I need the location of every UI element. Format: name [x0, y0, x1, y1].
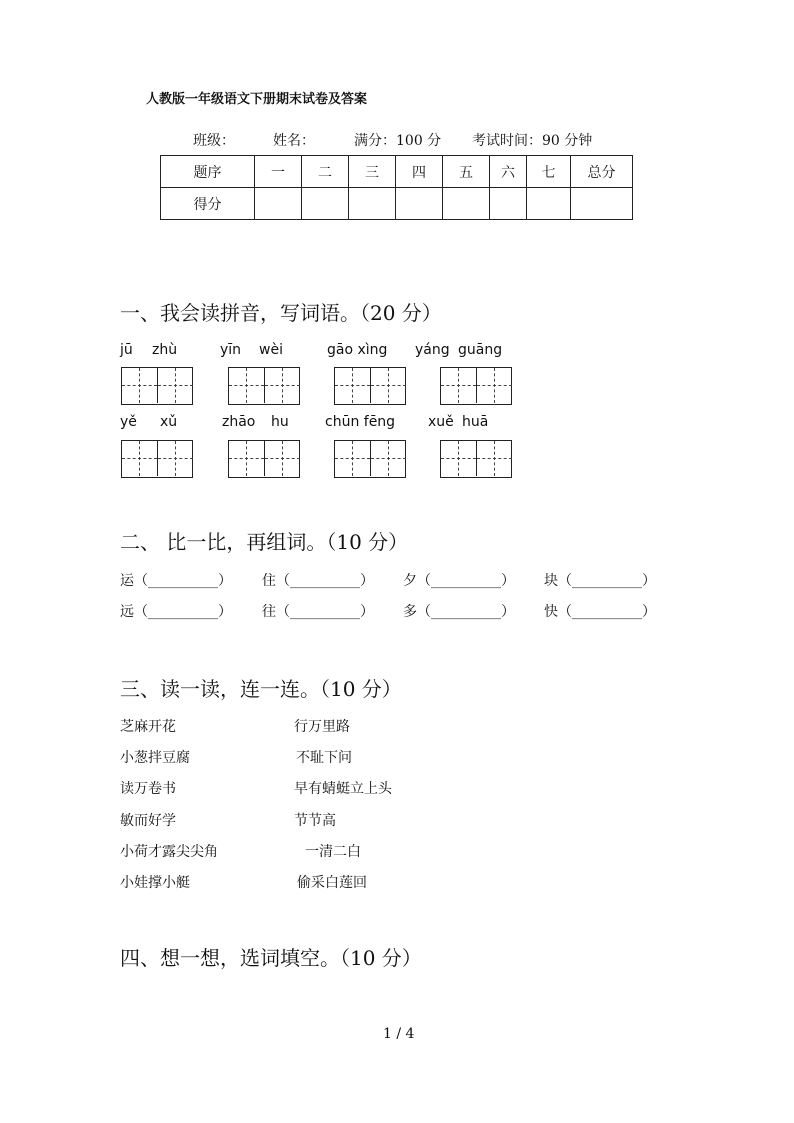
- pinyin-label: yáng: [415, 342, 450, 358]
- name-label: 姓名：: [273, 133, 315, 149]
- table-cell: 一: [255, 156, 302, 188]
- page-number: 1 / 4: [383, 1026, 415, 1042]
- match-left-item[interactable]: 敏而好学: [120, 813, 176, 829]
- word-compare-item[interactable]: 块（__________）: [544, 573, 656, 589]
- word-compare-item[interactable]: 多（__________）: [403, 604, 515, 620]
- table-cell: 六: [490, 156, 527, 188]
- pinyin-label: xuě: [428, 414, 454, 430]
- section-3-title: 三、读一读，连一连。（10 分）: [120, 677, 402, 701]
- score-table-score-row: [161, 188, 633, 220]
- pinyin-label: guāng: [458, 342, 503, 358]
- pinyin-label: gāo xìng: [327, 342, 388, 358]
- pinyin-label: xǔ: [160, 414, 178, 430]
- tian-cell[interactable]: [264, 441, 300, 476]
- pinyin-label: jū: [120, 342, 133, 358]
- score-input-cell[interactable]: [302, 188, 349, 220]
- writing-grid[interactable]: [228, 440, 300, 478]
- match-left-item[interactable]: 小娃撑小艇: [120, 875, 190, 891]
- score-input-cell[interactable]: [349, 188, 396, 220]
- match-left-item[interactable]: 小荷才露尖尖角: [120, 844, 218, 860]
- tian-cell[interactable]: [370, 368, 406, 403]
- pinyin-label: zhāo: [222, 414, 256, 430]
- score-input-cell[interactable]: [571, 188, 633, 220]
- section-2-title: 二、 比一比，再组词。（10 分）: [120, 530, 409, 554]
- match-right-item[interactable]: 不耻下问: [296, 750, 352, 766]
- writing-grid[interactable]: [440, 440, 512, 478]
- word-compare-item[interactable]: 快（__________）: [544, 604, 656, 620]
- section-4-title: 四、想一想，选词填空。（10 分）: [120, 946, 422, 970]
- table-cell: 五: [443, 156, 490, 188]
- tian-cell[interactable]: [264, 368, 300, 403]
- pinyin-label: huā: [462, 414, 489, 430]
- tian-cell[interactable]: [335, 441, 370, 476]
- writing-grid[interactable]: [334, 367, 406, 405]
- tian-cell[interactable]: [441, 441, 476, 476]
- exam-time-label: 考试时间：90 分钟: [472, 133, 593, 149]
- tian-cell[interactable]: [122, 368, 157, 403]
- score-table: [160, 155, 633, 220]
- score-input-cell[interactable]: [443, 188, 490, 220]
- table-cell: 三: [349, 156, 396, 188]
- match-right-item[interactable]: 早有蜻蜓立上头: [294, 781, 392, 797]
- pinyin-label: chūn fēng: [325, 414, 396, 430]
- tian-cell[interactable]: [476, 441, 512, 476]
- tian-cell[interactable]: [157, 441, 193, 476]
- match-right-item[interactable]: 一清二白: [305, 844, 361, 860]
- tian-cell[interactable]: [370, 441, 406, 476]
- table-cell: 得分: [161, 188, 255, 220]
- table-cell: 四: [396, 156, 443, 188]
- match-left-item[interactable]: 小葱拌豆腐: [120, 750, 190, 766]
- document-title: 人教版一年级语文下册期末试卷及答案: [146, 92, 368, 107]
- tian-cell[interactable]: [335, 368, 370, 403]
- table-cell: 七: [527, 156, 571, 188]
- score-input-cell[interactable]: [490, 188, 527, 220]
- full-score-label: 满分：100 分: [354, 133, 442, 149]
- table-cell: 二: [302, 156, 349, 188]
- match-left-item[interactable]: 读万卷书: [120, 781, 176, 797]
- table-cell: 总分: [571, 156, 633, 188]
- tian-cell[interactable]: [122, 441, 157, 476]
- word-compare-item[interactable]: 住（__________）: [262, 573, 374, 589]
- word-compare-item[interactable]: 运（__________）: [120, 573, 232, 589]
- word-compare-item[interactable]: 远（__________）: [120, 604, 232, 620]
- pinyin-label: yīn: [220, 342, 242, 358]
- tian-cell[interactable]: [476, 368, 512, 403]
- writing-grid[interactable]: [334, 440, 406, 478]
- writing-grid[interactable]: [121, 367, 193, 405]
- match-right-item[interactable]: 行万里路: [294, 719, 350, 735]
- match-right-item[interactable]: 节节高: [294, 813, 336, 829]
- pinyin-label: wèi: [259, 342, 283, 358]
- match-left-item[interactable]: 芝麻开花: [120, 719, 176, 735]
- class-label: 班级：: [193, 133, 235, 149]
- writing-grid[interactable]: [440, 367, 512, 405]
- word-compare-item[interactable]: 夕（__________）: [403, 573, 515, 589]
- pinyin-label: yě: [120, 414, 137, 430]
- writing-grid[interactable]: [228, 367, 300, 405]
- score-input-cell[interactable]: [396, 188, 443, 220]
- tian-cell[interactable]: [441, 368, 476, 403]
- pinyin-label: zhù: [152, 342, 178, 358]
- section-1-title: 一、我会读拼音，写词语。（20 分）: [120, 301, 442, 325]
- table-cell: 题序: [161, 156, 255, 188]
- tian-cell[interactable]: [157, 368, 193, 403]
- score-input-cell[interactable]: [527, 188, 571, 220]
- score-input-cell[interactable]: [255, 188, 302, 220]
- pinyin-label: hu: [271, 414, 289, 430]
- match-right-item[interactable]: 偷采白莲回: [297, 875, 367, 891]
- tian-cell[interactable]: [229, 441, 264, 476]
- word-compare-item[interactable]: 往（__________）: [262, 604, 374, 620]
- tian-cell[interactable]: [229, 368, 264, 403]
- writing-grid[interactable]: [121, 440, 193, 478]
- score-table-header-row: [161, 156, 633, 188]
